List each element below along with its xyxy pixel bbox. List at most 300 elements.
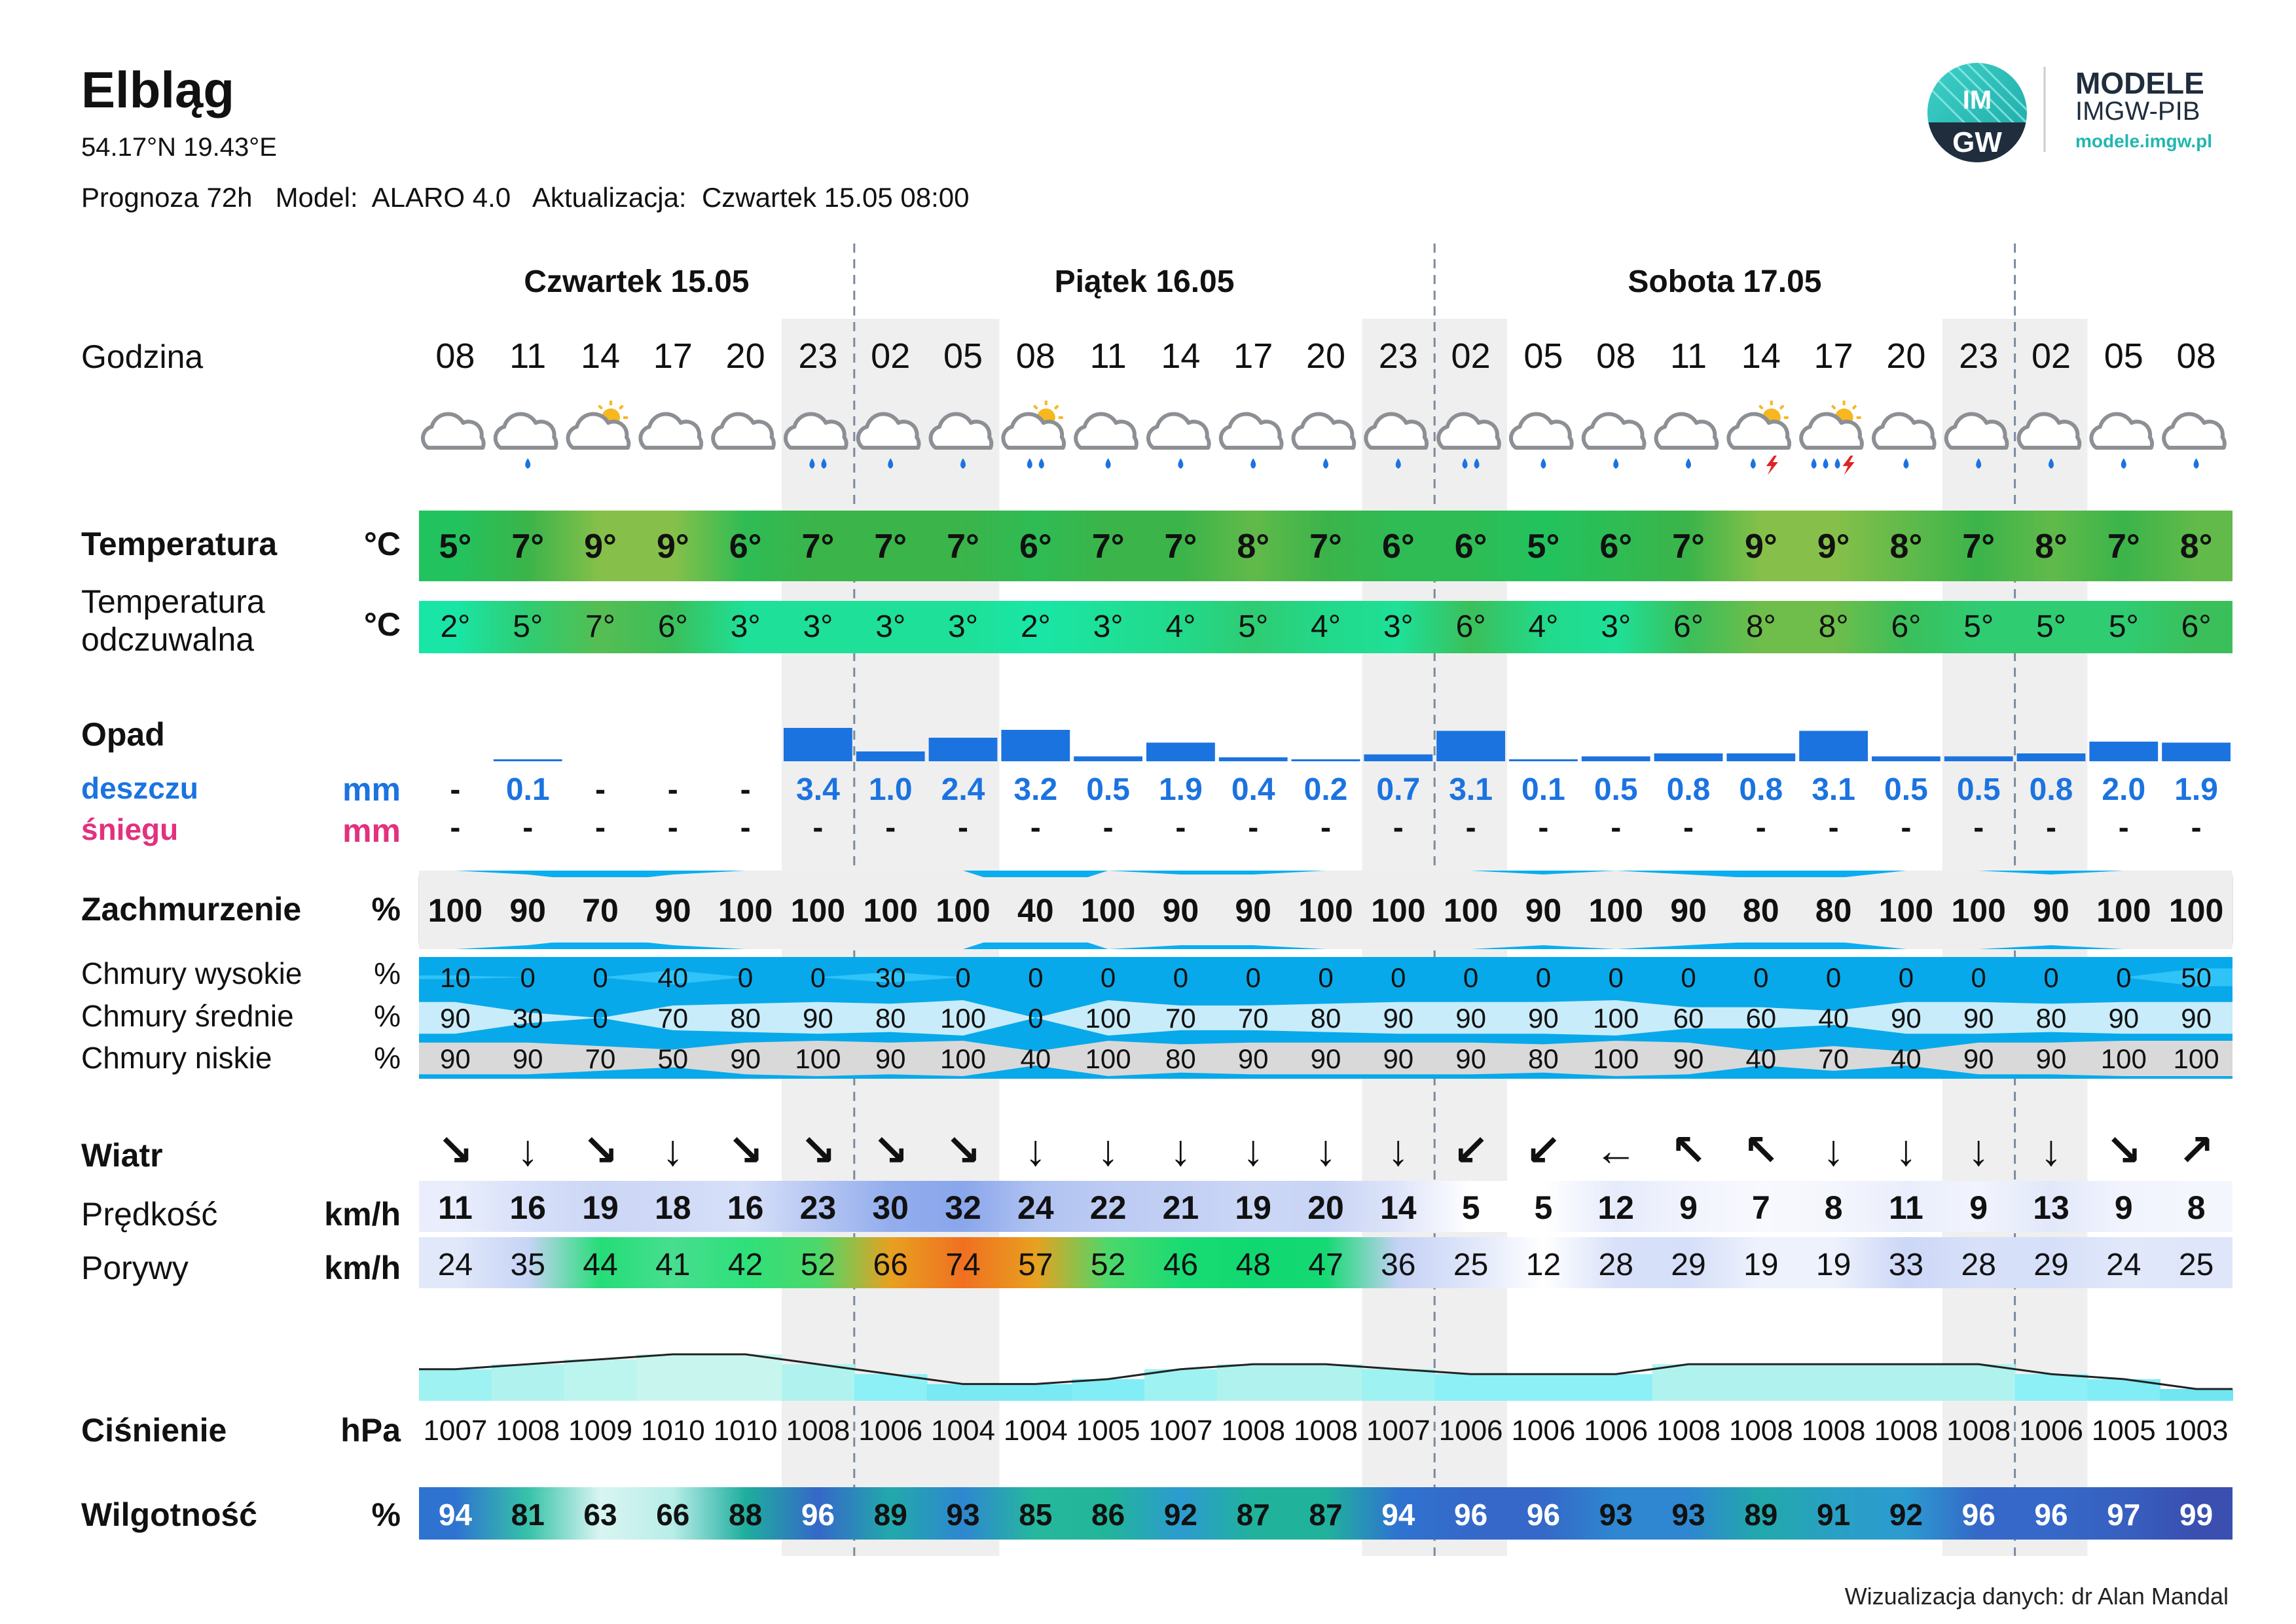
feels-value: 7°: [585, 609, 615, 644]
cloud-total-value: 100: [1951, 892, 2006, 929]
feels-value: 5°: [1963, 609, 1994, 644]
cloud-low-value: 80: [1165, 1043, 1196, 1074]
pressure-bar: [1072, 1379, 1145, 1401]
hour-tick: 20: [725, 336, 765, 376]
feels-value: 3°: [730, 609, 761, 644]
pressure-bar: [636, 1354, 710, 1401]
wind-speed-value: 8: [1824, 1189, 1843, 1226]
snow-value: -: [1321, 810, 1331, 845]
snow-value: -: [1248, 810, 1259, 845]
coordinates: 54.17°N 19.43°E: [81, 133, 277, 162]
wind-direction-icon: ↓: [1025, 1126, 1047, 1174]
wind-speed-value: 14: [1379, 1189, 1417, 1226]
wind-direction-icon: ↓: [2040, 1126, 2062, 1174]
temperature-unit: °C: [363, 526, 401, 562]
raindrop-icon: [1178, 458, 1183, 469]
weather-icon-cloud-rain: [1656, 414, 1717, 469]
hour-tick: 11: [509, 336, 547, 376]
wind-direction-icon: ↙: [1452, 1126, 1489, 1174]
cloud-high-value: 0: [1535, 962, 1552, 993]
pressure-value: 1008: [1946, 1415, 2011, 1447]
feels-label-line2: odczuwalna: [81, 621, 255, 658]
hour-tick: 20: [1305, 336, 1346, 376]
temperature-value: 6°: [1599, 528, 1633, 566]
cloud-icon: [1511, 414, 1572, 448]
speed-label: Prędkość: [81, 1196, 218, 1233]
wind-speed-value: 9: [1679, 1189, 1698, 1226]
wind-gust-value: 57: [1018, 1248, 1053, 1282]
humidity-value: 63: [583, 1498, 617, 1532]
feels-value: 5°: [2036, 609, 2066, 644]
cloud-icon: [423, 414, 484, 448]
logo-subtitle: IMGW-PIB: [2075, 97, 2200, 126]
temperature-value: 9°: [1744, 528, 1777, 566]
wind-speed-value: 18: [654, 1189, 691, 1226]
day-label: Czwartek 15.05: [524, 264, 750, 299]
cloud-high-value: 0: [737, 962, 754, 993]
cloud-mid-value: 90: [2181, 1003, 2212, 1034]
wind-gust-value: 48: [1235, 1248, 1271, 1282]
pressure-bar: [1870, 1364, 1943, 1401]
pressure-bar: [1217, 1364, 1290, 1401]
cloud-mid-value: 90: [1383, 1003, 1414, 1034]
hour-tick: 08: [1015, 336, 1055, 376]
cloud-high-value: 0: [1898, 962, 1914, 993]
pressure-bar: [492, 1364, 565, 1401]
hour-tick: 08: [1596, 336, 1636, 376]
rain-bar: [1944, 757, 2013, 762]
temperature-value: 7°: [1164, 528, 1197, 566]
rain-bar: [2017, 753, 2086, 761]
humidity-value: 93: [1599, 1498, 1633, 1532]
hour-tick: 14: [1161, 336, 1201, 376]
weather-icon-cloud-rain: [496, 414, 556, 469]
rain-value: 0.8: [2029, 772, 2073, 807]
pressure-value: 1006: [858, 1415, 923, 1447]
wind-speed-value: 11: [437, 1189, 473, 1226]
rain-value: 1.9: [2174, 772, 2218, 807]
cloud-low-value: 40: [1020, 1043, 1051, 1074]
wind-gust-value: 74: [945, 1248, 981, 1282]
temperature-value: 9°: [584, 528, 617, 566]
temperature-value: 8°: [2179, 528, 2213, 566]
pressure-value: 1004: [931, 1415, 995, 1447]
pressure-bar: [709, 1354, 782, 1401]
rain-value: 3.4: [796, 772, 840, 807]
hour-tick: 05: [943, 336, 983, 376]
cloud-total-value: 80: [1742, 892, 1779, 929]
cloud-icon: [1221, 414, 1282, 448]
hour-tick: 05: [2104, 336, 2143, 376]
cloud-low-label: Chmury niskie: [81, 1041, 272, 1075]
cloud-high-unit: %: [374, 956, 401, 990]
cloud-icon: [1656, 414, 1717, 448]
rain-bar: [1872, 757, 1941, 762]
hour-tick: 02: [871, 336, 911, 376]
rain-bar: [1364, 755, 1432, 762]
cloud-mid-value: 90: [440, 1003, 471, 1034]
raindrop-icon: [1540, 458, 1546, 469]
pressure-value: 1007: [1148, 1415, 1213, 1447]
cloud-mid-value: 90: [2108, 1003, 2140, 1034]
cloud-total-value: 90: [1525, 892, 1562, 929]
snow-value: -: [1175, 810, 1186, 845]
day-label: Piątek 16.05: [1054, 264, 1235, 299]
cloud-total-value: 100: [1878, 892, 1934, 929]
cloud-low-value: 90: [1237, 1043, 1269, 1074]
rain-value: 0.8: [1666, 772, 1711, 807]
wind-direction-icon: ↓: [1387, 1126, 1410, 1174]
raindrop-icon: [1250, 458, 1256, 469]
cloud-low-value: 90: [875, 1043, 906, 1074]
cloud-mid-value: 100: [1085, 1003, 1131, 1034]
humidity-value: 91: [1817, 1498, 1851, 1532]
pressure-value: 1008: [1874, 1415, 1939, 1447]
cloud-total-value: 90: [654, 892, 691, 929]
temperature-value: 9°: [656, 528, 689, 566]
pressure-bar: [1797, 1364, 1870, 1401]
humidity-unit: %: [371, 1496, 401, 1533]
snow-value: -: [1828, 810, 1839, 845]
snow-value: -: [1755, 810, 1766, 845]
pressure-bar: [419, 1369, 492, 1401]
cloud-high-value: 50: [2181, 962, 2212, 993]
hour-tick: 05: [1523, 336, 1563, 376]
humidity-value: 66: [656, 1498, 690, 1532]
rain-bar: [1146, 743, 1215, 762]
wind-direction-icon: ↘: [945, 1126, 981, 1174]
weather-icon-cloud: [713, 414, 774, 448]
cloud-mid-value: 90: [1963, 1003, 1994, 1034]
wind-direction-icon: ↓: [1169, 1126, 1192, 1174]
raindrop-icon: [1323, 458, 1328, 469]
temperature-value: 7°: [2107, 528, 2140, 566]
wind-speed-value: 19: [582, 1189, 619, 1226]
cloud-total-value: 100: [718, 892, 773, 929]
cloud-icon: [640, 414, 701, 448]
logo-badge-bottom: GW: [1952, 126, 2002, 158]
raindrop-icon: [1835, 458, 1840, 469]
wind-speed-value: 9: [2114, 1189, 2133, 1226]
cloud-total-value: 100: [2168, 892, 2224, 929]
cloud-low-value: 70: [1818, 1043, 1849, 1074]
wind-gust-value: 47: [1308, 1248, 1343, 1282]
cloud-high-value: 0: [2116, 962, 2132, 993]
hour-tick: 20: [1886, 336, 1926, 376]
rain-bar: [1509, 759, 1578, 761]
wind-speed-value: 13: [2033, 1189, 2069, 1226]
cloud-high-value: 30: [875, 962, 906, 993]
snow-value: -: [1901, 810, 1912, 845]
cloud-total-value: 100: [1298, 892, 1353, 929]
hour-tick: 11: [1089, 336, 1127, 376]
snow-value: -: [1611, 810, 1622, 845]
humidity-value: 97: [2107, 1498, 2141, 1532]
snow-value: -: [1030, 810, 1041, 845]
wind-speed-value: 12: [1597, 1189, 1635, 1226]
rain-value: 0.5: [1956, 772, 2001, 807]
humidity-value: 87: [1309, 1498, 1343, 1532]
wind-direction-icon: ↓: [1242, 1126, 1264, 1174]
temperature-value: 7°: [1091, 528, 1125, 566]
wind-gust-value: 46: [1163, 1248, 1199, 1282]
wind-direction-icon: ←: [1594, 1126, 1638, 1174]
cloud-icon: [1584, 414, 1645, 448]
feels-value: 6°: [2181, 609, 2212, 644]
feels-value: 2°: [440, 609, 471, 644]
cloud-mid-value: 30: [512, 1003, 543, 1034]
cloud-mid-value: 80: [875, 1003, 906, 1034]
rain-bar: [494, 759, 562, 761]
rain-value: 2.0: [2102, 772, 2146, 807]
cloud-mid-value: 60: [1745, 1003, 1777, 1034]
rain-value: 1.0: [868, 772, 913, 807]
cloud-icon: [713, 414, 774, 448]
cloud-high-value: 0: [2043, 962, 2059, 993]
logo-badge-top: IM: [1962, 86, 1992, 115]
snow-value: -: [667, 810, 678, 845]
weather-icon-cloud-sun-rain-2: [1003, 401, 1064, 469]
hour-tick: 17: [1233, 336, 1273, 376]
cloud-total-value: 100: [1588, 892, 1643, 929]
cloud-total-value: 100: [1371, 892, 1426, 929]
cloud-mid-value: 80: [730, 1003, 761, 1034]
speed-unit: km/h: [324, 1196, 401, 1233]
weather-icon-cloud-rain: [1874, 414, 1935, 469]
rain-value: 0.1: [505, 772, 550, 807]
wind-speed-value: 32: [945, 1189, 981, 1226]
cloud-high-value: 0: [1245, 962, 1261, 993]
cloud-total-value: 40: [1017, 892, 1054, 929]
pressure-bar: [782, 1364, 855, 1401]
rain-value: 0.4: [1231, 772, 1275, 807]
wind-gust-value: 12: [1525, 1248, 1561, 1282]
snow-value: -: [740, 810, 751, 845]
wind-gust-value: 52: [1090, 1248, 1126, 1282]
cloud-mid-value: 100: [1593, 1003, 1639, 1034]
rain-value: -: [595, 772, 606, 807]
wind-speed-value: 7: [1751, 1189, 1770, 1226]
cloud-high-value: 0: [1318, 962, 1334, 993]
rain-bar: [1219, 757, 1288, 761]
humidity-value: 96: [2034, 1498, 2068, 1532]
pressure-value: 1007: [1366, 1415, 1430, 1447]
weather-icon-cloud-sun-rain-storm: [1728, 401, 1789, 475]
cloud-mid-value: 90: [1528, 1003, 1559, 1034]
wind-label: Wiatr: [81, 1137, 163, 1174]
wind-gust-value: 25: [2178, 1248, 2214, 1282]
rain-bar: [929, 738, 998, 761]
cloud-low-value: 70: [585, 1043, 616, 1074]
weather-icon-cloud-rain: [1148, 414, 1209, 469]
hour-tick: 17: [653, 336, 693, 376]
rain-value: 0.5: [1884, 772, 1928, 807]
pressure-bar: [1652, 1364, 1726, 1401]
rain-bar: [1582, 757, 1650, 762]
wind-speed-value: 5: [1461, 1189, 1480, 1226]
cloud-low-value: 90: [440, 1043, 471, 1074]
temperature-value: 7°: [1962, 528, 1995, 566]
wind-direction-icon: ↓: [662, 1126, 684, 1174]
wind-direction-icon: ↙: [1525, 1126, 1562, 1174]
rain-bar: [1074, 757, 1142, 762]
cloud-low-value: 90: [730, 1043, 761, 1074]
feels-value: 6°: [1673, 609, 1704, 644]
cloud-mid-value: 80: [1310, 1003, 1341, 1034]
model-label: Model:: [275, 182, 358, 213]
rain-value: 3.2: [1013, 772, 1058, 807]
wind-direction-icon: ↖: [1743, 1126, 1779, 1174]
rain-unit: mm: [342, 771, 401, 808]
cloud-mid-value: 100: [939, 1003, 987, 1034]
feels-label-line1: Temperatura: [81, 583, 265, 620]
pressure-bar: [1362, 1369, 1435, 1401]
pressure-bar: [927, 1384, 1000, 1401]
cloud-high-value: 0: [810, 962, 826, 993]
humidity-value: 99: [2179, 1498, 2214, 1532]
temperature-value: 6°: [1454, 528, 1487, 566]
feels-value: 3°: [1093, 609, 1123, 644]
snow-value: -: [1102, 810, 1114, 845]
cloud-low-value: 90: [1383, 1043, 1414, 1074]
wind-gust-value: 33: [1888, 1248, 1924, 1282]
temperature-value: 6°: [1381, 528, 1415, 566]
feels-value: 8°: [1818, 609, 1849, 644]
wind-speed-value: 11: [1888, 1189, 1923, 1226]
weather-icon-cloud-rain: [1511, 414, 1572, 469]
cloud-total-value: 90: [1235, 892, 1272, 929]
wind-gust-value: 29: [2033, 1248, 2069, 1282]
update-label: Aktualizacja:: [532, 182, 687, 213]
weather-icon-cloud-rain: [1221, 414, 1282, 469]
pressure-value: 1008: [496, 1415, 560, 1447]
cloud-icon: [1294, 414, 1355, 448]
snow-value: -: [450, 810, 461, 845]
cloud-high-value: 0: [1028, 962, 1044, 993]
wind-gust-value: 44: [583, 1248, 618, 1282]
cloud-low-value: 90: [1963, 1043, 1994, 1074]
cloud-low-value: 90: [512, 1043, 543, 1074]
cloud-total-value: 80: [1815, 892, 1852, 929]
temperature-value: 6°: [1019, 528, 1052, 566]
feels-value: 3°: [948, 609, 978, 644]
wind-direction-icon: ↘: [872, 1126, 909, 1174]
pressure-bar: [1724, 1364, 1798, 1401]
wind-gust-value: 24: [2106, 1248, 2141, 1282]
wind-direction-icon: ↓: [517, 1126, 539, 1174]
lightning-icon: [1843, 456, 1855, 475]
raindrop-icon: [1613, 458, 1618, 469]
cloud-total-value: 90: [1670, 892, 1707, 929]
cloud-high-value: 0: [1173, 962, 1189, 993]
raindrop-icon: [1823, 458, 1829, 469]
cloud-high-value: 10: [440, 962, 471, 993]
humidity-value: 96: [1961, 1498, 1995, 1532]
cloud-high-value: 0: [520, 962, 536, 993]
wind-direction-icon: ↘: [437, 1126, 474, 1174]
raindrop-icon: [1751, 458, 1756, 469]
wind-gust-value: 28: [1961, 1248, 1996, 1282]
humidity-value: 92: [1163, 1498, 1197, 1532]
rain-bar: [2089, 742, 2158, 761]
wind-speed-value: 8: [2187, 1189, 2206, 1226]
snow-value: -: [812, 810, 824, 845]
wind-gust-value: 66: [873, 1248, 908, 1282]
rain-bar: [1726, 753, 1795, 761]
cloud-low-value: 40: [1891, 1043, 1922, 1074]
wind-direction-icon: ↘: [799, 1126, 837, 1174]
wind-speed-value: 16: [509, 1189, 547, 1226]
pressure-value: 1008: [786, 1415, 850, 1447]
cloud-mid-value: 90: [1455, 1003, 1486, 1034]
wind-gust-value: 41: [655, 1248, 691, 1282]
cloud-high-label: Chmury wysokie: [81, 956, 302, 990]
cloud-high-value: 0: [1608, 962, 1624, 993]
cloud-mid-value: 40: [1818, 1003, 1849, 1034]
pressure-value: 1008: [1656, 1415, 1721, 1447]
hour-tick: 17: [1813, 336, 1853, 376]
pressure-value: 1005: [1076, 1415, 1140, 1447]
cloud-high-value: 40: [657, 962, 689, 993]
cloud-low-value: 40: [1745, 1043, 1777, 1074]
snow-value: -: [2046, 810, 2056, 845]
pressure-bar: [1507, 1374, 1580, 1401]
snow-value: -: [522, 810, 534, 845]
logo-url[interactable]: modele.imgw.pl: [2075, 131, 2212, 151]
cloud-mid-unit: %: [374, 999, 401, 1033]
feels-value: 3°: [1383, 609, 1413, 644]
cloud-low-value: 100: [1593, 1043, 1639, 1074]
precip-label: Opad: [81, 716, 165, 753]
pressure-bar: [999, 1384, 1072, 1401]
cloud-mid-value: 0: [1028, 1003, 1044, 1034]
humidity-value: 94: [438, 1498, 472, 1532]
cloud-high-value: 0: [1825, 962, 1842, 993]
rain-value: 2.4: [941, 772, 985, 807]
temperature-value: 7°: [1672, 528, 1705, 566]
weather-icon-cloud-sun-rain-3-storm: [1801, 401, 1862, 475]
pressure-value: 1006: [2019, 1415, 2083, 1447]
raindrop-icon: [1039, 458, 1044, 469]
rain-bar: [1292, 759, 1360, 761]
pressure-bar: [1942, 1364, 2016, 1401]
raindrop-icon: [1106, 458, 1111, 469]
snow-value: -: [1393, 810, 1404, 845]
pressure-value: 1008: [1221, 1415, 1286, 1447]
feels-value: 4°: [1311, 609, 1341, 644]
cloud-low-value: 90: [1310, 1043, 1341, 1074]
wind-speed-value: 16: [727, 1189, 764, 1226]
snow-value: -: [1538, 810, 1549, 845]
hour-tick: 23: [1959, 336, 1999, 376]
cloud-low-value: 90: [1673, 1043, 1704, 1074]
cloud-total-value: 100: [936, 892, 991, 929]
raindrop-icon: [1686, 458, 1691, 469]
temperature-label: Temperatura: [81, 526, 278, 562]
cloud-total-value: 70: [582, 892, 619, 929]
cloud-total-value: 100: [428, 892, 483, 929]
cloud-mid-value: 90: [1891, 1003, 1922, 1034]
feels-value: 5°: [2108, 609, 2139, 644]
raindrop-icon: [2121, 458, 2126, 469]
raindrop-icon: [1812, 458, 1817, 469]
feels-value: 3°: [1601, 609, 1631, 644]
temperature-value: 5°: [439, 528, 472, 566]
cloud-low-unit: %: [374, 1041, 401, 1075]
snow-value: -: [958, 810, 968, 845]
wind-direction-icon: ↓: [1315, 1126, 1337, 1174]
wind-direction-icon: ↓: [1097, 1126, 1120, 1174]
